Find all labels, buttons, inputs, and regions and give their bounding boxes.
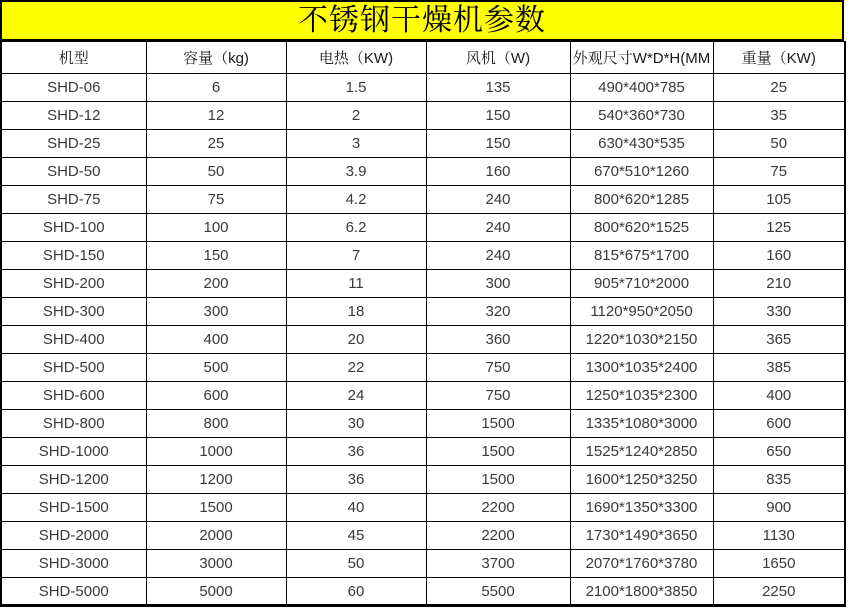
column-header-3: 风机（W) xyxy=(426,42,570,74)
model-cell: SHD-1000 xyxy=(1,438,146,466)
value-cell: 30 xyxy=(286,410,426,438)
value-cell: 1300*1035*2400 xyxy=(570,354,713,382)
value-cell: 135 xyxy=(426,74,570,102)
value-cell: 360 xyxy=(426,326,570,354)
model-cell: SHD-300 xyxy=(1,298,146,326)
model-cell: SHD-25 xyxy=(1,130,146,158)
column-header-1: 容量（kg) xyxy=(146,42,286,74)
table-row xyxy=(1,270,845,298)
value-cell: 210 xyxy=(713,270,845,298)
value-cell: 905*710*2000 xyxy=(570,270,713,298)
value-cell: 50 xyxy=(286,550,426,578)
model-cell: SHD-06 xyxy=(1,74,146,102)
value-cell: 5500 xyxy=(426,578,570,606)
value-cell: 150 xyxy=(426,102,570,130)
table-row xyxy=(1,382,845,410)
value-cell: 600 xyxy=(713,410,845,438)
value-cell: 1000 xyxy=(146,438,286,466)
model-cell: SHD-200 xyxy=(1,270,146,298)
value-cell: 2250 xyxy=(713,578,845,606)
table-row xyxy=(1,438,845,466)
table-row xyxy=(1,214,845,242)
value-cell: 3700 xyxy=(426,550,570,578)
value-cell: 1500 xyxy=(426,466,570,494)
value-cell: 750 xyxy=(426,382,570,410)
value-cell: 75 xyxy=(146,186,286,214)
value-cell: 11 xyxy=(286,270,426,298)
value-cell: 670*510*1260 xyxy=(570,158,713,186)
table-row xyxy=(1,186,845,214)
value-cell: 24 xyxy=(286,382,426,410)
column-header-2: 电热（KW) xyxy=(286,42,426,74)
value-cell: 12 xyxy=(146,102,286,130)
value-cell: 160 xyxy=(426,158,570,186)
value-cell: 630*430*535 xyxy=(570,130,713,158)
value-cell: 150 xyxy=(146,242,286,270)
model-cell: SHD-100 xyxy=(1,214,146,242)
table-row xyxy=(1,74,845,102)
value-cell: 1220*1030*2150 xyxy=(570,326,713,354)
value-cell: 6 xyxy=(146,74,286,102)
model-cell: SHD-3000 xyxy=(1,550,146,578)
value-cell: 125 xyxy=(713,214,845,242)
value-cell: 3.9 xyxy=(286,158,426,186)
value-cell: 100 xyxy=(146,214,286,242)
value-cell: 2200 xyxy=(426,522,570,550)
column-header-5: 重量（KW) xyxy=(713,42,845,74)
value-cell: 2200 xyxy=(426,494,570,522)
value-cell: 365 xyxy=(713,326,845,354)
value-cell: 2 xyxy=(286,102,426,130)
value-cell: 40 xyxy=(286,494,426,522)
value-cell: 2070*1760*3780 xyxy=(570,550,713,578)
value-cell: 600 xyxy=(146,382,286,410)
value-cell: 800 xyxy=(146,410,286,438)
value-cell: 6.2 xyxy=(286,214,426,242)
value-cell: 22 xyxy=(286,354,426,382)
page-title: 不锈钢干燥机参数 xyxy=(0,0,844,41)
value-cell: 3 xyxy=(286,130,426,158)
value-cell: 50 xyxy=(146,158,286,186)
value-cell: 75 xyxy=(713,158,845,186)
value-cell: 36 xyxy=(286,466,426,494)
value-cell: 2000 xyxy=(146,522,286,550)
value-cell: 240 xyxy=(426,242,570,270)
value-cell: 540*360*730 xyxy=(570,102,713,130)
value-cell: 330 xyxy=(713,298,845,326)
table-row xyxy=(1,466,845,494)
table-row xyxy=(1,158,845,186)
model-cell: SHD-150 xyxy=(1,242,146,270)
value-cell: 1.5 xyxy=(286,74,426,102)
value-cell: 1250*1035*2300 xyxy=(570,382,713,410)
value-cell: 240 xyxy=(426,186,570,214)
value-cell: 1130 xyxy=(713,522,845,550)
value-cell: 36 xyxy=(286,438,426,466)
value-cell: 200 xyxy=(146,270,286,298)
value-cell: 400 xyxy=(146,326,286,354)
value-cell: 900 xyxy=(713,494,845,522)
value-cell: 3000 xyxy=(146,550,286,578)
model-cell: SHD-400 xyxy=(1,326,146,354)
value-cell: 25 xyxy=(146,130,286,158)
value-cell: 240 xyxy=(426,214,570,242)
model-cell: SHD-500 xyxy=(1,354,146,382)
value-cell: 105 xyxy=(713,186,845,214)
value-cell: 300 xyxy=(426,270,570,298)
value-cell: 800*620*1285 xyxy=(570,186,713,214)
value-cell: 1500 xyxy=(426,438,570,466)
value-cell: 45 xyxy=(286,522,426,550)
model-cell: SHD-12 xyxy=(1,102,146,130)
value-cell: 490*400*785 xyxy=(570,74,713,102)
model-cell: SHD-75 xyxy=(1,186,146,214)
value-cell: 815*675*1700 xyxy=(570,242,713,270)
value-cell: 1525*1240*2850 xyxy=(570,438,713,466)
model-cell: SHD-600 xyxy=(1,382,146,410)
value-cell: 1690*1350*3300 xyxy=(570,494,713,522)
header-row xyxy=(1,42,845,74)
value-cell: 385 xyxy=(713,354,845,382)
table-row xyxy=(1,410,845,438)
table-row xyxy=(1,102,845,130)
value-cell: 1335*1080*3000 xyxy=(570,410,713,438)
value-cell: 1120*950*2050 xyxy=(570,298,713,326)
value-cell: 1650 xyxy=(713,550,845,578)
column-header-4: 外观尺寸W*D*H(MM xyxy=(570,42,713,74)
column-header-0: 机型 xyxy=(1,42,146,74)
table-row xyxy=(1,550,845,578)
value-cell: 650 xyxy=(713,438,845,466)
model-cell: SHD-5000 xyxy=(1,578,146,606)
value-cell: 60 xyxy=(286,578,426,606)
model-cell: SHD-50 xyxy=(1,158,146,186)
value-cell: 300 xyxy=(146,298,286,326)
value-cell: 4.2 xyxy=(286,186,426,214)
value-cell: 160 xyxy=(713,242,845,270)
value-cell: 18 xyxy=(286,298,426,326)
table-body xyxy=(1,74,845,606)
value-cell: 150 xyxy=(426,130,570,158)
table-row xyxy=(1,354,845,382)
model-cell: SHD-2000 xyxy=(1,522,146,550)
value-cell: 50 xyxy=(713,130,845,158)
value-cell: 1600*1250*3250 xyxy=(570,466,713,494)
table-row xyxy=(1,522,845,550)
value-cell: 320 xyxy=(426,298,570,326)
model-cell: SHD-800 xyxy=(1,410,146,438)
value-cell: 1500 xyxy=(426,410,570,438)
table-row xyxy=(1,130,845,158)
model-cell: SHD-1500 xyxy=(1,494,146,522)
value-cell: 750 xyxy=(426,354,570,382)
value-cell: 1500 xyxy=(146,494,286,522)
value-cell: 25 xyxy=(713,74,845,102)
table-row xyxy=(1,298,845,326)
table-row xyxy=(1,242,845,270)
spec-table xyxy=(0,41,846,607)
value-cell: 5000 xyxy=(146,578,286,606)
value-cell: 1730*1490*3650 xyxy=(570,522,713,550)
table-row xyxy=(1,578,845,606)
value-cell: 2100*1800*3850 xyxy=(570,578,713,606)
value-cell: 835 xyxy=(713,466,845,494)
value-cell: 35 xyxy=(713,102,845,130)
value-cell: 800*620*1525 xyxy=(570,214,713,242)
value-cell: 1200 xyxy=(146,466,286,494)
value-cell: 400 xyxy=(713,382,845,410)
value-cell: 500 xyxy=(146,354,286,382)
table-row xyxy=(1,326,845,354)
table-row xyxy=(1,494,845,522)
value-cell: 7 xyxy=(286,242,426,270)
value-cell: 20 xyxy=(286,326,426,354)
model-cell: SHD-1200 xyxy=(1,466,146,494)
